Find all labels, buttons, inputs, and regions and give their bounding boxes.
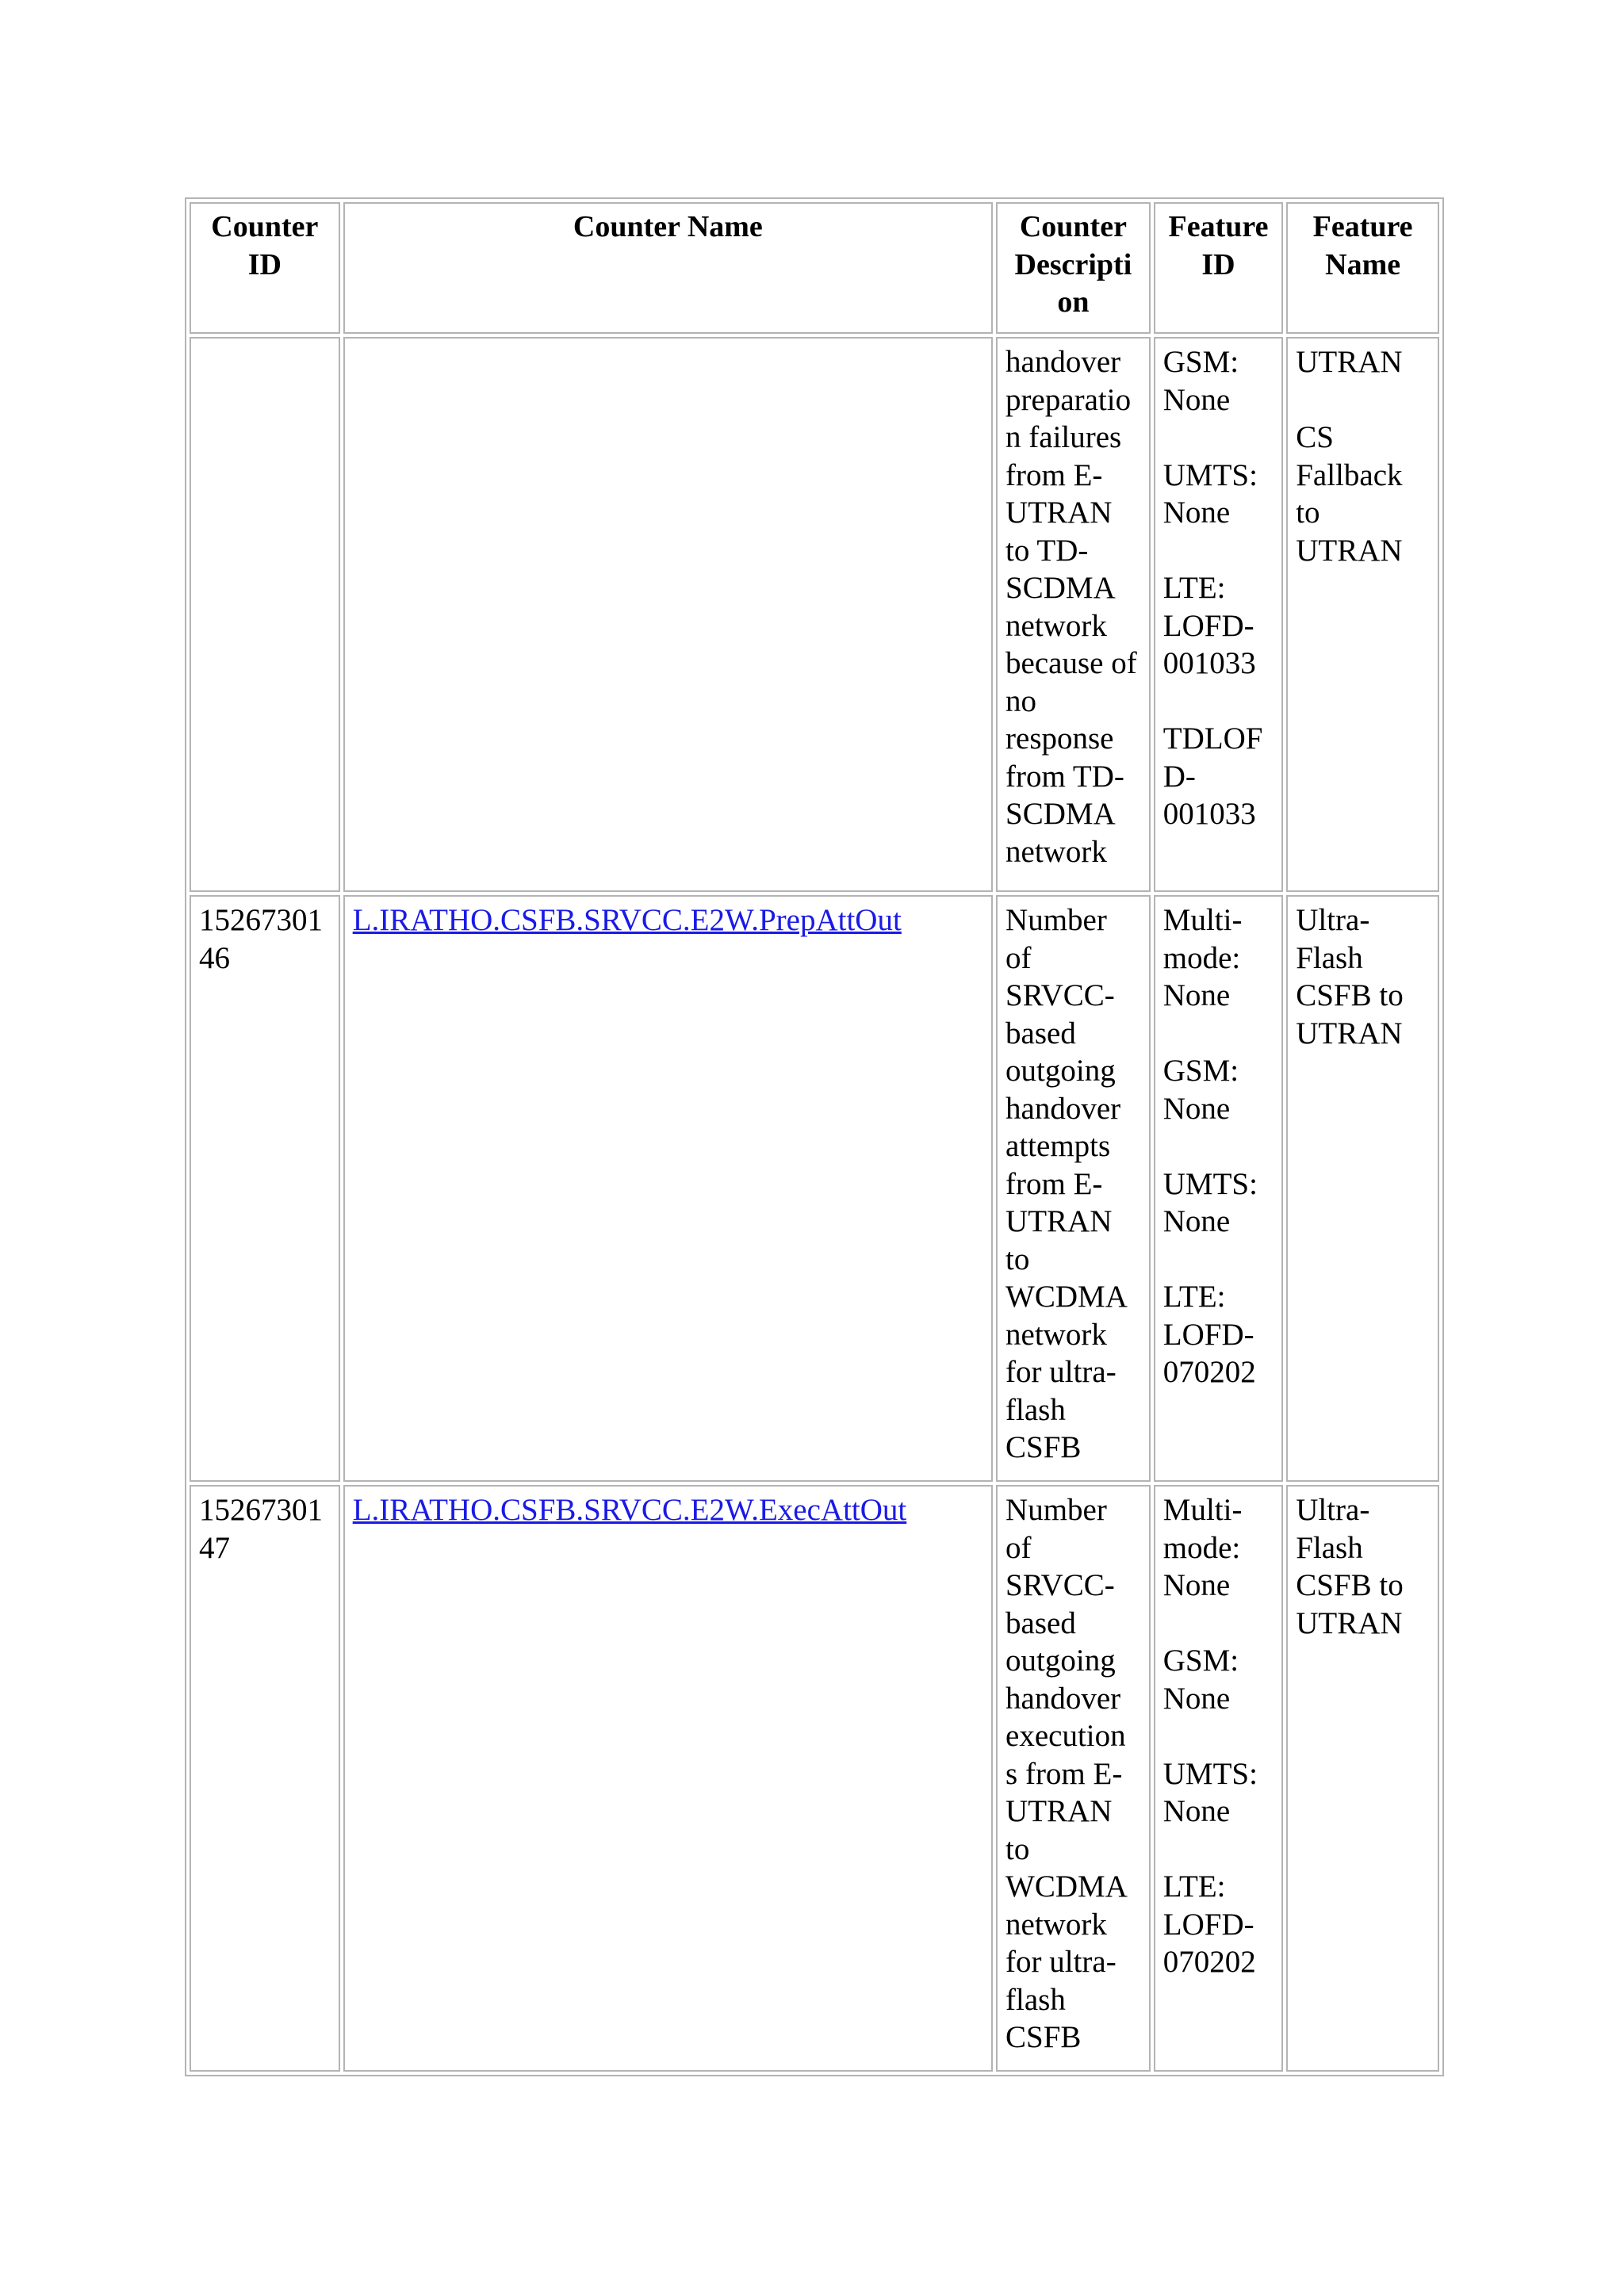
cell-counter-description: Number of SRVCC- based outgoing handover attempts from E- UTRAN to WCDMA network for ultra- flash CSFB [996,895,1151,1482]
counter-name-link[interactable]: L.IRATHO.CSFB.SRVCC.E2W.PrepAttOut [352,903,902,937]
cell-counter-id [190,337,340,892]
table-row [190,895,1439,1482]
counter-table [185,197,1444,2076]
header-feature-id: Feature ID [1154,202,1283,334]
cell-counter-id: 15267301 46 [190,895,340,1482]
header-feature-name: Feature Name [1286,202,1439,334]
header-counter-id: Counter ID [190,202,340,334]
cell-counter-id: 15267301 47 [190,1485,340,2072]
cell-counter-name [343,895,993,1482]
cell-counter-description: handover preparatio n failures from E- UTRAN to TD- SCDMA network because of no response from TD- SCDMA network [996,337,1151,892]
cell-counter-name [343,1485,993,2072]
counter-name-link[interactable]: L.IRATHO.CSFB.SRVCC.E2W.ExecAttOut [352,1493,907,1527]
cell-feature-name: Ultra- Flash CSFB to UTRAN [1286,895,1439,1482]
header-counter-description: Counter Descripti on [996,202,1151,334]
cell-counter-name [343,337,993,892]
table-row [190,337,1439,892]
table-row [190,1485,1439,2072]
cell-feature-name: UTRAN CS Fallback to UTRAN [1286,337,1439,892]
header-counter-name: Counter Name [343,202,993,334]
cell-counter-description: Number of SRVCC- based outgoing handover execution s from E- UTRAN to WCDMA network for ultra- flash CSFB [996,1485,1151,2072]
cell-feature-name: Ultra- Flash CSFB to UTRAN [1286,1485,1439,2072]
cell-feature-id: GSM: None UMTS: None LTE: LOFD- 001033 TDLOF D- 001033 [1154,337,1283,892]
cell-feature-id: Multi- mode: None GSM: None UMTS: None LTE: LOFD- 070202 [1154,1485,1283,2072]
cell-feature-id: Multi- mode: None GSM: None UMTS: None LTE: LOFD- 070202 [1154,895,1283,1482]
table-header-row [190,202,1439,334]
